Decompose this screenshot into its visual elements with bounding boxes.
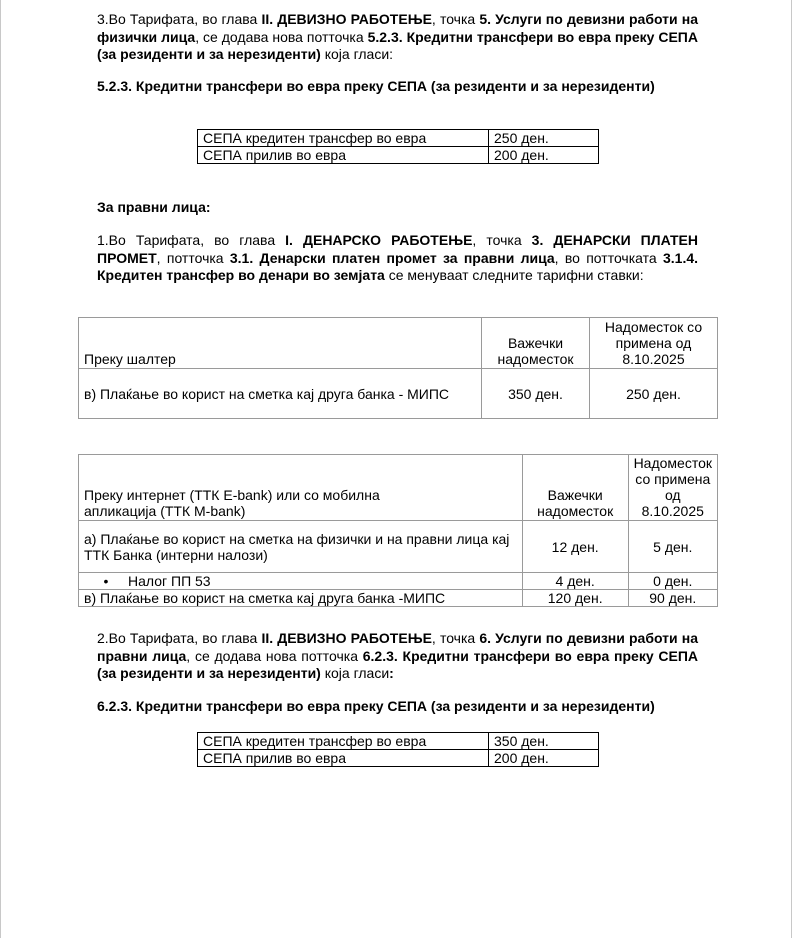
current-fee-cell: 350 ден. [482, 369, 590, 419]
service-cell: СЕПА кредитен трансфер во евра [198, 130, 489, 147]
current-fee-header: Важечки надоместок [522, 455, 628, 521]
bullet-icon: • [103, 573, 109, 589]
text: 2.Во Тарифата, во глава [97, 630, 262, 646]
new-fee-header: Надоместок со примена од 8.10.2025 [628, 455, 717, 521]
bold-text: II. ДЕВИЗНО РАБОТЕЊЕ [261, 630, 432, 646]
bold-text: 6. Услуги по девизни работи на правни лица [97, 630, 699, 664]
bold-text: 5. Услуги по девизни работи на физички лица [97, 11, 699, 45]
bold-text: 3. ДЕНАРСКИ ПЛАТЕН ПРОМЕТ [97, 232, 698, 266]
service-cell: а) Плаќање во корист на сметка на физички и на правни лица кај ТТК Банка (интерни налози) [79, 521, 523, 573]
bold-text: Денарски платен промет за правни лица [259, 249, 555, 266]
service-cell: в) Плаќање во корист на сметка кај друга банка -МИПС [79, 590, 523, 607]
text: , во потточката [554, 249, 663, 266]
fee-cell: 250 ден. [489, 130, 599, 147]
table-row [79, 590, 718, 607]
service-cell: СЕПА кредитен трансфер во евра [198, 733, 489, 750]
fee-cell: 200 ден. [489, 147, 599, 164]
sepa-fee-table-retail [197, 129, 599, 164]
table-row [79, 521, 718, 573]
legal-entities-heading: За правни лица: [97, 199, 211, 215]
paragraph-legal-sepa [97, 630, 698, 683]
bold-text: : [389, 665, 394, 681]
paragraph-legal-denar [97, 232, 698, 285]
text: која гласи: [320, 46, 394, 62]
text: , потточка [156, 249, 230, 266]
table-row [79, 573, 718, 590]
online-fee-table [78, 454, 718, 607]
section-heading-5-2-3: 5.2.3. Кредитни трансфери во евра преку СЕПА (за резиденти и за нерезиденти) [97, 78, 655, 94]
new-fee-header: Надоместок со примена од 8.10.2025 [590, 318, 718, 369]
text: , се додава нова потточка [195, 28, 368, 45]
service-text: Налог ПП 53 [128, 573, 211, 589]
table-header-row [79, 318, 718, 369]
table-row [79, 369, 718, 419]
text: 1.Во Тарифата, во глава [97, 232, 286, 248]
text: , се додава нова потточка [186, 647, 363, 664]
page-left-edge [0, 0, 1, 938]
service-cell: СЕПА прилив во евра [198, 750, 489, 767]
bold-text: 5.2.3. Кредитни трансфери во евра преку СЕПА (за резиденти и за нерезиденти) [97, 28, 698, 62]
paragraph-retail-sepa [97, 11, 698, 64]
table-row [198, 750, 599, 767]
text: која гласи [320, 665, 390, 681]
text: се менуваат следните тарифни ставки: [384, 267, 644, 283]
current-fee-cell: 4 ден. [522, 573, 628, 590]
bold-text: II. ДЕВИЗНО РАБОТЕЊЕ [261, 11, 432, 27]
service-cell: СЕПА прилив во евра [198, 147, 489, 164]
current-fee-header: Важечки надоместок [482, 318, 590, 369]
new-fee-cell: 5 ден. [628, 521, 717, 573]
table-header-row [79, 455, 718, 521]
bold-text: 3.1. [229, 249, 254, 266]
new-fee-cell: 90 ден. [628, 590, 717, 607]
current-fee-cell: 12 ден. [522, 521, 628, 573]
text: , точка [431, 630, 480, 646]
service-cell: в) Плаќање во корист на сметка кај друга банка - МИПС [79, 369, 482, 419]
new-fee-cell: 0 ден. [628, 573, 717, 590]
current-fee-cell: 120 ден. [522, 590, 628, 607]
table-row [198, 733, 599, 750]
channel-header: Преку интернет (ТТК E-bank) или со мобилна апликација (ТТК M-bank) [79, 455, 523, 521]
new-fee-cell: 250 ден. [590, 369, 718, 419]
bold-text: I. ДЕНАРСКО РАБОТЕЊЕ [285, 232, 473, 248]
service-cell [79, 573, 523, 590]
text: 3.Во Тарифата, во глава [97, 11, 262, 27]
section-heading-6-2-3: 6.2.3. Кредитни трансфери во евра преку СЕПА (за резиденти и за нерезиденти) [97, 698, 655, 714]
sepa-fee-table-legal [197, 732, 599, 767]
text: , точка [431, 11, 480, 27]
fee-cell: 200 ден. [489, 750, 599, 767]
table-row [198, 130, 599, 147]
bold-text: 3.1.4. Кредитен трансфер во денари во земјата [97, 249, 699, 283]
channel-header: Преку шалтер [79, 318, 482, 369]
text: , точка [472, 232, 532, 248]
fee-cell: 350 ден. [489, 733, 599, 750]
table-row [198, 147, 599, 164]
counter-fee-table [78, 317, 718, 419]
bold-text: 6.2.3. Кредитни трансфери во евра преку СЕПА (за резиденти и за нерезиденти) [97, 647, 698, 681]
